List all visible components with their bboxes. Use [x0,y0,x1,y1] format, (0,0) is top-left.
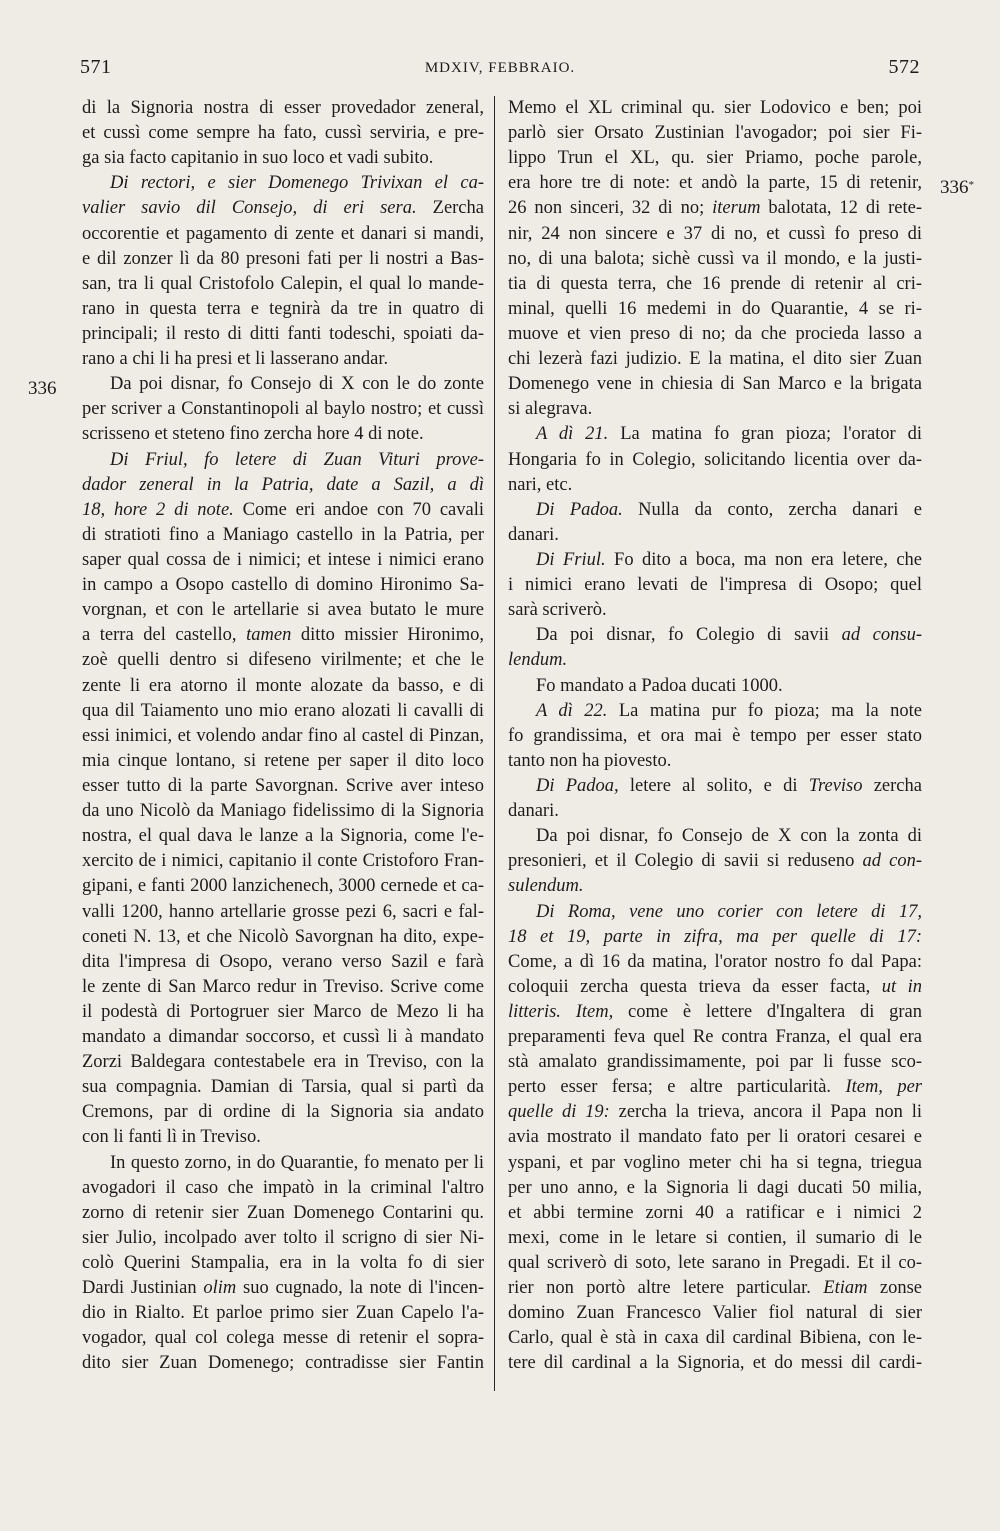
text-segment: rano a chi li ha presi et li lasserano andar. [82,349,389,370]
text-line [82,171,484,196]
margin-number-left: 336 [28,378,57,399]
text-line [82,96,484,121]
text-segment: perto esser fersa; e altre particularità. [508,1077,846,1098]
text-segment: colò Querini Stampalia, era in la volta fo di sier [82,1253,484,1274]
text-segment: danari. [508,524,559,545]
text-segment: avogadori il caso che impatò in la criminal l'altro [82,1177,484,1198]
text-line [508,849,922,874]
text-segment: valli 1200, hanno artellarie grosse pezi 6, sacri e fal- [82,901,484,922]
italic-text: ad consu- [841,625,922,646]
text-line [82,422,484,447]
text-segment: scrisseno et steteno fino zercha hore 4 di note. [82,424,424,445]
text-line [82,774,484,799]
text-line [508,648,922,673]
text-line [82,1100,484,1125]
text-line [82,874,484,899]
text-segment: zorno di retenir sier Zuan Domenego Contarini qu. [82,1202,484,1223]
text-line [508,724,922,749]
italic-text: 18, hore 2 di note. [82,499,234,520]
text-line [82,975,484,1000]
text-segment: fo grandissima, et ora mai è tempo per esser stato [508,725,922,746]
text-segment: Da poi disnar, fo Colegio di savii [536,625,842,646]
text-segment: domino Zuan Francesco Valier fiol natural di sier [508,1303,922,1324]
text-line [82,498,484,523]
text-line [508,96,922,121]
italic-text: A dì 22. [536,700,608,721]
text-segment: et cussì come sempre ha fato, cussì serviria, e pre- [82,123,484,144]
text-line [508,874,922,899]
right-text-column [508,96,922,1377]
text-segment: Come, a dì 16 da matina, l'orator nostro fo dal Papa: [508,951,922,972]
text-line [82,523,484,548]
text-segment: per scriver a Constantinopoli al baylo nostro; et cussì [82,399,484,420]
text-segment: mandato a dimandar soccorso, et cussì li à mandato [82,1027,484,1048]
text-segment: parlò sier Orsato Zustinian l'avogador; poi sier Fi- [508,123,922,144]
left-page-number: 571 [80,56,112,78]
text-line [82,322,484,347]
italic-text: ut in [881,976,922,997]
text-segment: presonieri, et il Colegio di savii si reduseno [508,851,863,872]
text-segment: et abbi termine zorni 40 a ratificar e i nimici 2 [508,1202,922,1223]
text-line [82,1000,484,1025]
text-segment: e dil zonzer lì da 80 presoni fati per li nostri a Bas- [82,248,484,269]
text-segment: zonse [867,1278,922,1299]
margin-folio-left [28,378,57,400]
text-line [508,598,922,623]
text-segment: le zente di San Marco redur in Treviso. Scrive come [82,976,484,997]
text-line [82,1226,484,1251]
italic-text: 18 et 19, parte in zifra, ma per quelle di 17: [508,926,922,947]
text-line [508,196,922,221]
text-segment: vogador, qual col colega messe di retenir el sopra- [82,1328,484,1349]
text-line [82,1025,484,1050]
text-line [508,121,922,146]
text-segment: rano in questa terra e tegnirà da tre in quatro di [82,298,484,319]
italic-text: tamen [246,625,292,646]
text-segment: Carlo, qual è stà in caxa dil cardinal Bibiena, con le- [508,1328,922,1349]
text-line [508,1201,922,1226]
margin-number-right: 336 [940,177,969,198]
italic-text: ad con- [862,851,922,872]
text-line [508,1050,922,1075]
text-segment: letere al solito, e di [618,775,809,796]
italic-text: Item, per [845,1077,922,1098]
text-segment: nostra, el qual dava le lanze a la Signoria, come l'e- [82,826,484,847]
italic-text: Etiam [823,1278,868,1299]
left-text-column [82,96,484,1377]
text-segment: suo cugnado, la note di l'incen- [236,1278,484,1299]
text-line [82,473,484,498]
text-line [508,397,922,422]
text-segment: Domenego vene in chiesia di San Marco e la brigata [508,374,922,395]
text-segment: La matina pur fo pioza; ma la note [607,700,922,721]
text-line [508,900,922,925]
italic-text: Di Friul. [536,549,606,570]
text-line [508,297,922,322]
text-line [82,1201,484,1226]
text-line [82,1050,484,1075]
text-line [82,699,484,724]
running-title: MDXIV, FEBBRAIO. [424,60,576,76]
text-segment: Cremons, par di ordine di la Signoria sia andato [82,1102,484,1123]
text-segment: 26 non sinceri, 32 di no; [508,198,713,219]
text-line [508,699,922,724]
text-segment: sier Julio, incolpado aver tolto il scrigno di sier Ni- [82,1227,484,1248]
text-line [508,1100,922,1125]
text-line [82,297,484,322]
text-segment: coneti N. 13, et che Nicolò Savorgnan ha dito, expe- [82,926,484,947]
text-line [82,824,484,849]
italic-text: Di Roma, vene uno corier con letere di 17, [536,901,922,922]
text-segment: esser tutto di la parte Savorgnan. Scrive aver inteso [82,775,484,796]
text-segment: no, di una balota; sichè cussì va il mondo, e la justi- [508,248,922,269]
text-line [508,448,922,473]
text-segment: ga sia facto capitanio in suo loco et vadi subito. [82,148,434,169]
text-segment: Dardi Justinian [82,1278,204,1299]
italic-text: litteris. Item, [508,1001,614,1022]
text-line [82,347,484,372]
italic-text: sulendum. [508,876,584,897]
text-line [82,724,484,749]
text-line [82,272,484,297]
text-segment: si alegrava. [508,399,593,420]
text-line [508,247,922,272]
text-line [508,774,922,799]
text-line [82,548,484,573]
text-line [82,1125,484,1150]
text-segment: con li fanti lì in Treviso. [82,1127,261,1148]
text-line [82,849,484,874]
text-segment: mia cinque lontano, si retene per saper il dito loco [82,750,484,771]
text-segment: Come eri andoe con 70 cavali [233,499,484,520]
text-segment: qua dil Taiamento uno mio erano alozati li cavalli di [82,700,484,721]
page-header [80,56,920,86]
text-segment: mexi, come in le letare si contien, il sumario di le [508,1227,922,1248]
text-line [508,1176,922,1201]
text-segment: avia mostrato il mandato fato per li oratori cesarei e [508,1127,922,1148]
text-line [82,196,484,221]
text-segment: tanto non ha piovesto. [508,750,672,771]
text-segment: danari. [508,801,559,822]
text-line [508,824,922,849]
text-segment: minal, quelli 16 medemi in do Quarantie, 4 se ri- [508,298,922,319]
text-line [508,1000,922,1025]
text-line [508,372,922,397]
text-segment: nir, 24 non sincere e 37 di no, et cussì fo preso di [508,223,922,244]
text-segment: stà amalato grandissimamente, poi par li fusse sco- [508,1052,922,1073]
text-segment: era hore tre di note: et andò la parte, 15 di retenir, [508,173,922,194]
text-segment: in campo a Osopo castello di domino Hironimo Sa- [82,575,484,596]
text-line [508,674,922,699]
text-segment: Zercha [416,198,484,219]
text-segment: dito sier Zuan Domenego; contradisse sier Fantin [82,1353,484,1374]
text-line [508,975,922,1000]
text-line [508,1301,922,1326]
italic-text: dador zeneral in la Patria, date a Sazil, a dì [82,474,484,495]
text-segment: chi lezerà fazi judizio. E la matina, el dito sier Zuan [508,349,922,370]
text-segment: Zorzi Baldegara contestabele era in Treviso, con la [82,1052,484,1073]
text-line [82,448,484,473]
text-line [82,1301,484,1326]
italic-text: lendum. [508,650,568,671]
text-segment: lippo Trun el XL, qu. sier Priamo, poche parole, [508,148,922,169]
italic-text: valier savio dil Consejo, di eri sera. [82,198,417,219]
text-line [508,1251,922,1276]
text-segment: coloquii zercha questa trieva da esser facta, [508,976,882,997]
text-line [82,121,484,146]
text-line [82,749,484,774]
italic-text: Treviso [808,775,863,796]
text-line [82,623,484,648]
text-segment: principali; il resto di ditti fanti todeschi, spoiati da- [82,323,484,344]
text-line [508,548,922,573]
text-line [82,799,484,824]
text-segment: Hongaria fo in Colegio, solicitando licentia over da- [508,449,922,470]
text-line [82,1151,484,1176]
text-line [82,1351,484,1376]
text-segment: preparamenti feva quel Re contra Franza, el qual era [508,1027,922,1048]
text-segment: Nulla da conto, zercha danari e [622,499,922,520]
text-line [508,146,922,171]
text-segment: san, tra li qual Cristofolo Calepin, el qual lo mande- [82,273,484,294]
text-line [508,1226,922,1251]
text-line [508,925,922,950]
italic-text: iterum [712,198,761,219]
text-line [82,222,484,247]
text-segment: muove et vien preso di no; da che procieda lasso a [508,323,922,344]
text-line [508,623,922,648]
italic-text: A dì 21. [536,424,609,445]
text-segment: qual scriverò di soto, lete sarano in Pregadi. Et il co- [508,1253,922,1274]
text-segment: In questo zorno, in do Quarantie, fo menato per li [110,1152,484,1173]
text-segment: gipani, e fanti 2000 lanzichenech, 3000 cernede et ca- [82,876,484,897]
text-segment: xercito de i nimici, capitanio il conte Cristoforo Fran- [82,851,484,872]
text-segment: di la Signoria nostra di esser provedador zeneral, [82,98,484,118]
text-segment: ditto missier Hironimo, [291,625,484,646]
italic-text: olim [203,1278,237,1299]
right-page-number: 572 [888,56,920,78]
text-line [508,1276,922,1301]
text-line [82,573,484,598]
text-line [508,171,922,196]
text-segment: il podestà di Portogruer sier Marco de Mezo li ha [82,1001,484,1022]
text-segment: tere dil cardinal a la Signoria, et do messi dil cardi- [508,1353,922,1374]
text-line [508,1326,922,1351]
text-segment: tia di questa terra, che 16 prende di retenir al cri- [508,273,922,294]
text-line [508,1151,922,1176]
text-segment: rier non portò altre letere particular. [508,1278,824,1299]
text-line [508,1125,922,1150]
text-segment: Da poi disnar, fo Consejo de X con la zonta di [536,826,922,847]
text-line [508,573,922,598]
text-segment: dita l'impresa di Osopo, verano verso Sazil e farà [82,951,484,972]
text-segment: Da poi disnar, fo Consejo di X con le do zonte [110,374,484,395]
text-segment: dio in Rialto. Et parloe primo sier Zuan Capelo l'a- [82,1303,484,1324]
text-line [82,247,484,272]
text-line [82,648,484,673]
text-segment: La matina fo gran pioza; l'orator di [608,424,922,445]
italic-text: quelle di 19: [508,1102,610,1123]
text-segment: essi inimici, et volendo andar fino al castel di Pinzan, [82,725,484,746]
text-line [508,799,922,824]
text-line [82,1251,484,1276]
text-segment: saper qual cossa de i nimici; et intese i nimici erano [82,549,484,570]
text-line [82,372,484,397]
text-segment: per uno anno, e la Signoria li dagi ducati 50 milia, [508,1177,922,1198]
text-line [508,1351,922,1376]
text-segment: zercha [862,775,922,796]
text-line [82,1276,484,1301]
text-segment: zercha la trieva, ancora il Papa non li [609,1102,922,1123]
text-line [82,925,484,950]
text-line [82,1075,484,1100]
text-segment: balotata, 12 di rete- [760,198,922,219]
margin-asterisk: * [968,179,974,191]
text-line [82,674,484,699]
text-segment: occorentie et pagamento di zente et danari si mandi, [82,223,484,244]
text-line [82,397,484,422]
text-line [508,749,922,774]
text-line [82,598,484,623]
text-line [82,900,484,925]
text-segment: nari, etc. [508,474,573,495]
text-line [82,1326,484,1351]
text-line [508,498,922,523]
italic-text: Di rectori, e sier Domenego Trivixan el ca- [110,173,484,194]
text-line [508,523,922,548]
text-line [508,950,922,975]
text-segment: Fo dito a boca, ma non era letere, che [605,549,922,570]
text-line [508,1075,922,1100]
text-line [508,272,922,297]
italic-text: Di Friul, fo letere di Zuan Vituri prove- [110,449,484,470]
text-line [508,222,922,247]
text-segment: Fo mandato a Padoa ducati 1000. [536,675,783,696]
text-segment: da uno Nicolò da Maniago fidelissimo di la Signoria [82,801,484,822]
text-segment: sarà scriverò. [508,600,607,621]
text-segment: vorgnan, et con le artellarie si avea butato le mure [82,600,484,621]
text-line [508,422,922,447]
text-segment: i nimici erano levati de l'impresa di Osopo; quel [508,575,922,596]
margin-folio-right [940,177,974,199]
text-segment: a terra del castello, [82,625,247,646]
text-line [508,322,922,347]
text-line [508,1025,922,1050]
text-line [508,347,922,372]
italic-text: Di Padoa, [536,775,619,796]
column-divider [494,96,495,1391]
text-line [508,473,922,498]
text-segment: zente li era atorno il monte alozate da basso, e di [82,675,484,696]
text-line [82,1176,484,1201]
text-segment: yspani, et par voglino meter chi ha si tegna, triegua [508,1152,922,1173]
text-segment: come è lettere d'Ingaltera di gran [613,1001,922,1022]
text-segment: Memo el XL criminal qu. sier Lodovico e ben; poi [508,98,922,118]
text-line [82,146,484,171]
text-segment: zoè quelli dentro si difeseno virilmente; et che le [82,650,484,671]
text-segment: di stratioti fino a Maniago castello in la Patria, per [82,524,484,545]
text-segment: sua compagnia. Damian di Tarsia, qual si partì da [82,1077,484,1098]
italic-text: Di Padoa. [536,499,623,520]
text-line [82,950,484,975]
